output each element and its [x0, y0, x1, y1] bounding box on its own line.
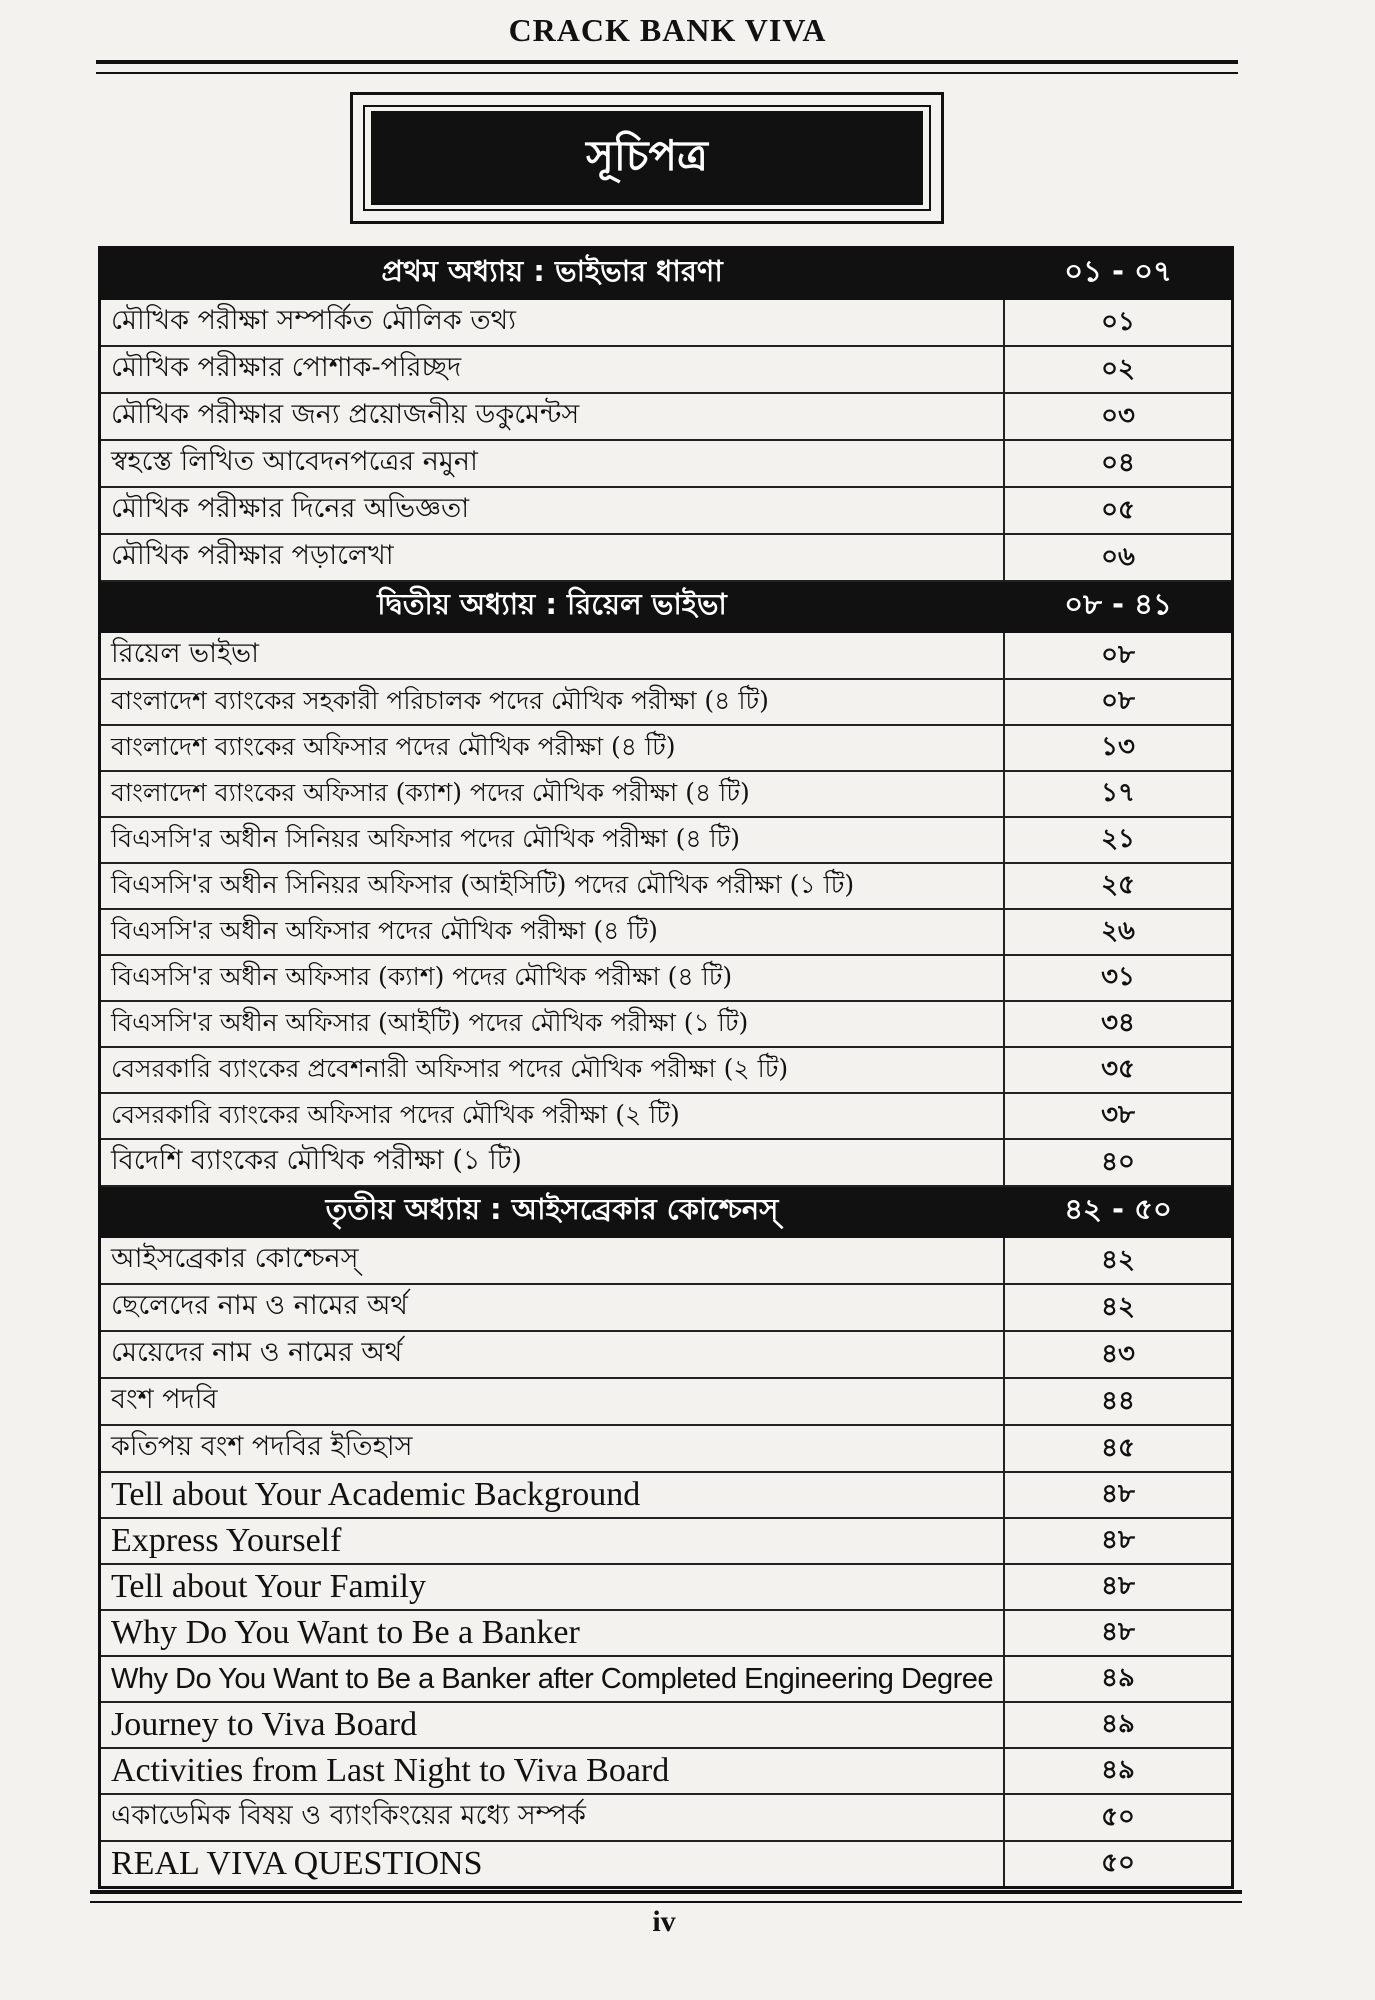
toc-item-page: ৪২	[1004, 1284, 1232, 1331]
toc-item-page: ০৫	[1004, 487, 1232, 534]
toc-row[interactable]	[100, 632, 1233, 679]
toc-row[interactable]	[100, 1656, 1233, 1702]
toc-row[interactable]	[100, 1472, 1233, 1518]
toc-item-page: ৪৩	[1004, 1331, 1232, 1378]
toc-item-page: ০১	[1004, 299, 1232, 346]
toc-row[interactable]	[100, 1610, 1233, 1656]
toc-row[interactable]	[100, 1425, 1233, 1472]
toc-item-title: মৌখিক পরীক্ষার দিনের অভিজ্ঞতা	[100, 487, 1005, 534]
toc-item-page: ৪৮	[1004, 1564, 1232, 1610]
toc-row[interactable]	[100, 1748, 1233, 1794]
toc-item-title: Why Do You Want to Be a Banker after Completed Engineering Degree	[100, 1656, 1005, 1702]
header-rule	[96, 60, 1238, 74]
toc-item-title: বিএসসি'র অধীন সিনিয়র অফিসার পদের মৌখিক পরীক্ষা (৪ টি)	[100, 817, 1005, 863]
toc-row[interactable]	[100, 771, 1233, 817]
toc-row[interactable]	[100, 1378, 1233, 1425]
toc-row[interactable]	[100, 1237, 1233, 1284]
toc-item-page: ৪৮	[1004, 1610, 1232, 1656]
toc-item-title: স্বহস্তে লিখিত আবেদনপত্রের নমুনা	[100, 440, 1005, 487]
toc-item-title: Why Do You Want to Be a Banker	[100, 1610, 1005, 1656]
toc-row[interactable]	[100, 487, 1233, 534]
toc-row[interactable]	[100, 346, 1233, 393]
toc-row[interactable]	[100, 1564, 1233, 1610]
toc-item-page: ৪০	[1004, 1139, 1232, 1186]
toc-item-title: মৌখিক পরীক্ষা সম্পর্কিত মৌলিক তথ্য	[100, 299, 1005, 346]
toc-item-title: বাংলাদেশ ব্যাংকের অফিসার পদের মৌখিক পরীক্ষা (৪ টি)	[100, 725, 1005, 771]
toc-item-page: ৪৫	[1004, 1425, 1232, 1472]
toc-item-page: ৫০	[1004, 1794, 1232, 1841]
chapter-header-3	[100, 1186, 1233, 1237]
chapter-page-range: ৪২ - ৫০	[1004, 1186, 1232, 1237]
toc-row[interactable]	[100, 679, 1233, 725]
toc-row[interactable]	[100, 440, 1233, 487]
toc-row[interactable]	[100, 863, 1233, 909]
toc-item-page: ৪৮	[1004, 1472, 1232, 1518]
toc-item-title: মৌখিক পরীক্ষার পোশাক-পরিচ্ছদ	[100, 346, 1005, 393]
toc-item-page: ২১	[1004, 817, 1232, 863]
toc-item-page: ৪৯	[1004, 1656, 1232, 1702]
toc-item-page: ১৩	[1004, 725, 1232, 771]
toc-item-title: বিএসসি'র অধীন সিনিয়র অফিসার (আইসিটি) পদের মৌখিক পরীক্ষা (১ টি)	[100, 863, 1005, 909]
toc-row[interactable]	[100, 299, 1233, 346]
toc-item-title: বাংলাদেশ ব্যাংকের অফিসার (ক্যাশ) পদের মৌখিক পরীক্ষা (৪ টি)	[100, 771, 1005, 817]
toc-row[interactable]	[100, 1702, 1233, 1748]
toc-item-page: ২৬	[1004, 909, 1232, 955]
toc-item-title: মেয়েদের নাম ও নামের অর্থ	[100, 1331, 1005, 1378]
toc-item-title: ছেলেদের নাম ও নামের অর্থ	[100, 1284, 1005, 1331]
toc-item-title: মৌখিক পরীক্ষার জন্য প্রয়োজনীয় ডকুমেন্টস	[100, 393, 1005, 440]
toc-item-title: বিএসসি'র অধীন অফিসার (আইটি) পদের মৌখিক পরীক্ষা (১ টি)	[100, 1001, 1005, 1047]
toc-item-title: বেসরকারি ব্যাংকের প্রবেশনারী অফিসার পদের মৌখিক পরীক্ষা (২ টি)	[100, 1047, 1005, 1093]
chapter-title: তৃতীয় অধ্যায় : আইসব্রেকার কোশ্চেনস্	[100, 1186, 1005, 1237]
toc-item-title: Express Yourself	[100, 1518, 1005, 1564]
toc-row[interactable]	[100, 1139, 1233, 1186]
toc-item-page: ৪৪	[1004, 1378, 1232, 1425]
toc-item-title: Journey to Viva Board	[100, 1702, 1005, 1748]
toc-item-title: বিদেশি ব্যাংকের মৌখিক পরীক্ষা (১ টি)	[100, 1139, 1005, 1186]
toc-item-title: বেসরকারি ব্যাংকের অফিসার পদের মৌখিক পরীক্ষা (২ টি)	[100, 1093, 1005, 1139]
toc-item-title: REAL VIVA QUESTIONS	[100, 1841, 1005, 1888]
toc-item-title: কতিপয় বংশ পদবির ইতিহাস	[100, 1425, 1005, 1472]
toc-item-title: রিয়েল ভাইভা	[100, 632, 1005, 679]
toc-item-page: ৪২	[1004, 1237, 1232, 1284]
toc-item-page: ০৮	[1004, 632, 1232, 679]
toc-row[interactable]	[100, 1794, 1233, 1841]
toc-item-page: ৩৪	[1004, 1001, 1232, 1047]
toc-row[interactable]	[100, 1841, 1233, 1888]
title-frame	[350, 92, 944, 224]
toc-row[interactable]	[100, 909, 1233, 955]
toc-item-page: ৩১	[1004, 955, 1232, 1001]
toc-item-page: ৩৮	[1004, 1093, 1232, 1139]
toc-item-page: ৪৯	[1004, 1702, 1232, 1748]
toc-item-page: ৪৯	[1004, 1748, 1232, 1794]
toc-row[interactable]	[100, 1518, 1233, 1564]
toc-item-title: মৌখিক পরীক্ষার পড়ালেখা	[100, 534, 1005, 581]
toc-row[interactable]	[100, 534, 1233, 581]
toc-item-page: ০৬	[1004, 534, 1232, 581]
toc-row[interactable]	[100, 817, 1233, 863]
chapter-page-range: ০৮ - ৪১	[1004, 581, 1232, 632]
toc-item-title: বিএসসি'র অধীন অফিসার (ক্যাশ) পদের মৌখিক পরীক্ষা (৪ টি)	[100, 955, 1005, 1001]
footer-rule	[90, 1890, 1242, 1903]
toc-row[interactable]	[100, 1093, 1233, 1139]
toc-item-title: Tell about Your Academic Background	[100, 1472, 1005, 1518]
toc-item-title: Activities from Last Night to Viva Board	[100, 1748, 1005, 1794]
chapter-title: প্রথম অধ্যায় : ভাইভার ধারণা	[100, 248, 1005, 300]
toc-item-title: আইসব্রেকার কোশ্চেনস্	[100, 1237, 1005, 1284]
page-number: iv	[652, 1905, 676, 1938]
toc-row[interactable]	[100, 1001, 1233, 1047]
toc-item-title: Tell about Your Family	[100, 1564, 1005, 1610]
chapter-header-1	[100, 248, 1233, 300]
contents-table	[98, 246, 1234, 1889]
page-title: সূচিপত্র	[371, 111, 923, 205]
toc-item-page: ১৭	[1004, 771, 1232, 817]
chapter-header-2	[100, 581, 1233, 632]
toc-item-page: ৫০	[1004, 1841, 1232, 1888]
toc-item-title: বংশ পদবি	[100, 1378, 1005, 1425]
running-head: CRACK BANK VIVA	[508, 12, 827, 48]
toc-item-page: ০৪	[1004, 440, 1232, 487]
toc-item-page: ০৩	[1004, 393, 1232, 440]
toc-row[interactable]	[100, 725, 1233, 771]
chapter-page-range: ০১ - ০৭	[1004, 248, 1232, 300]
toc-item-title: একাডেমিক বিষয় ও ব্যাংকিংয়ের মধ্যে সম্পর্ক	[100, 1794, 1005, 1841]
chapter-title: দ্বিতীয় অধ্যায় : রিয়েল ভাইভা	[100, 581, 1005, 632]
toc-item-page: ৪৮	[1004, 1518, 1232, 1564]
toc-item-title: বাংলাদেশ ব্যাংকের সহকারী পরিচালক পদের মৌখিক পরীক্ষা (৪ টি)	[100, 679, 1005, 725]
toc-row[interactable]	[100, 955, 1233, 1001]
toc-item-page: ০২	[1004, 346, 1232, 393]
toc-item-page: ২৫	[1004, 863, 1232, 909]
toc-item-page: ০৮	[1004, 679, 1232, 725]
toc-item-title: বিএসসি'র অধীন অফিসার পদের মৌখিক পরীক্ষা (৪ টি)	[100, 909, 1005, 955]
toc-row[interactable]	[100, 1331, 1233, 1378]
toc-row[interactable]	[100, 1284, 1233, 1331]
toc-row[interactable]	[100, 393, 1233, 440]
toc-item-page: ৩৫	[1004, 1047, 1232, 1093]
toc-row[interactable]	[100, 1047, 1233, 1093]
